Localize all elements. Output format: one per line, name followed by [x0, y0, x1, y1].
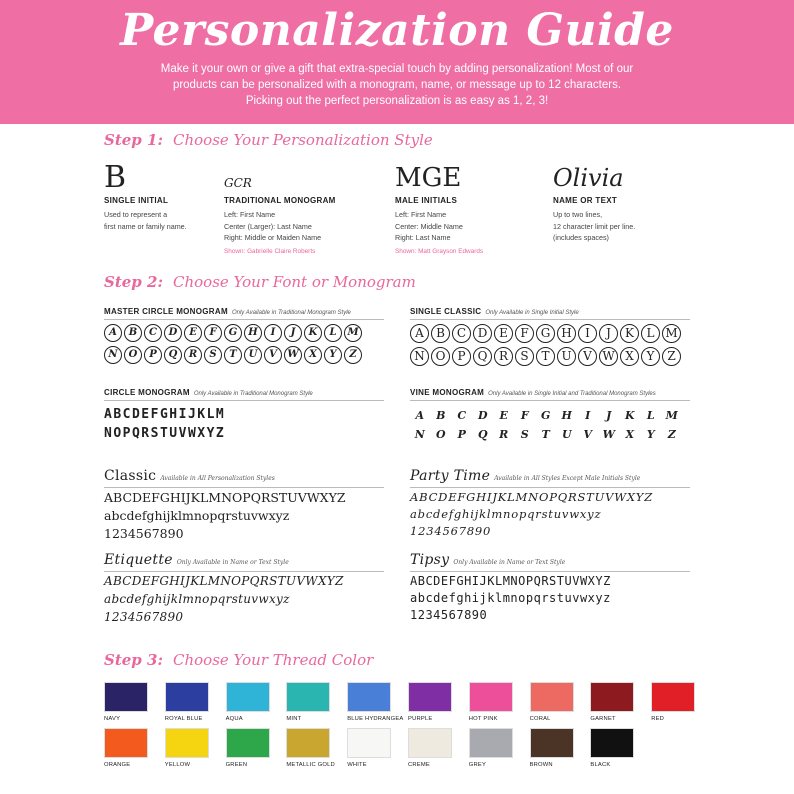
- font-sample-numbers: 1234567890: [410, 608, 488, 622]
- thread-color-label: NAVY: [104, 716, 121, 722]
- font-sample-numbers: 1234567890: [410, 524, 492, 538]
- vine-monogram-letter: L: [646, 409, 655, 422]
- font-availability: Only Available in Traditional Monogram Style: [193, 391, 313, 397]
- font-sample-lowercase: abcdefghijklmnopqrstuvwxyz: [104, 508, 290, 523]
- vine-monogram-letter: K: [624, 409, 635, 422]
- font-sample-uppercase: ABCDEFGHIJKLMNOPQRSTUVWXYZ: [410, 490, 653, 504]
- monogram-sample: GCR: [224, 176, 252, 190]
- font-vine-monogram[interactable]: [410, 388, 690, 441]
- master-circle-letter: B: [124, 324, 142, 342]
- style-name: SINGLE INITIAL: [104, 196, 169, 205]
- font-sample-numbers: 1234567890: [104, 526, 184, 541]
- thread-color-label: MINT: [286, 716, 302, 722]
- vine-monogram-letter: Z: [667, 428, 676, 441]
- single-classic-letter: C: [452, 324, 471, 343]
- master-circle-row-2: [104, 346, 384, 364]
- master-circle-letter: M: [344, 324, 362, 342]
- vine-monogram-letter: W: [602, 428, 615, 441]
- style-shown-example: Shown: Matt Grayson Edwards: [395, 247, 484, 255]
- thread-color-label: CREME: [408, 762, 430, 768]
- thread-swatch[interactable]: [408, 682, 452, 722]
- vine-monogram-letter: Q: [477, 428, 488, 441]
- single-classic-letter: N: [410, 347, 429, 366]
- thread-color-label: ROYAL BLUE: [164, 716, 203, 722]
- style-desc: [395, 209, 555, 244]
- thread-color-label: GREEN: [225, 762, 248, 768]
- style-name: TRADITIONAL MONOGRAM: [224, 196, 336, 205]
- step1-label: Step 1:: [104, 131, 163, 149]
- thread-swatch[interactable]: [104, 682, 148, 722]
- style-desc-line: Center (Larger): Last Name: [224, 221, 312, 231]
- single-classic-letter: U: [557, 347, 576, 366]
- thread-swatch[interactable]: [347, 682, 404, 722]
- font-classic[interactable]: [104, 468, 384, 542]
- thread-swatch[interactable]: [590, 682, 634, 722]
- font-master-circle-monogram[interactable]: [104, 307, 384, 364]
- style-shown-example: Shown: Gabrielle Claire Roberts: [224, 247, 316, 255]
- single-classic-letter: Z: [662, 347, 681, 366]
- vine-monogram-letter: E: [499, 409, 508, 422]
- font-title: [104, 307, 384, 320]
- thread-color-chip: [104, 728, 148, 758]
- single-classic-letter: R: [494, 347, 513, 366]
- style-desc-line: Used to represent a: [104, 210, 168, 219]
- font-name: SINGLE CLASSIC: [410, 307, 482, 316]
- master-circle-row-1: [104, 324, 384, 342]
- thread-color-label: HOT PINK: [468, 716, 498, 722]
- style-traditional-monogram[interactable]: [224, 160, 384, 255]
- font-name: Tipsy: [410, 552, 450, 568]
- master-circle-letter: A: [104, 324, 122, 342]
- font-single-classic[interactable]: [410, 307, 690, 366]
- vine-monogram-letter: M: [665, 409, 678, 422]
- font-sample-lowercase: abcdefghijklmnopqrstuvwxyz: [410, 507, 602, 521]
- single-classic-letter: F: [515, 324, 534, 343]
- thread-color-label: RED: [651, 716, 665, 722]
- vine-monogram-letter: A: [415, 409, 424, 422]
- font-title: [104, 468, 384, 488]
- step3-title: Choose Your Thread Color: [173, 651, 374, 669]
- step2-label: Step 2:: [104, 273, 163, 291]
- font-sample-uppercase: ABCDEFGHIJKLMNOPQRSTUVWXYZ: [104, 490, 346, 505]
- style-desc-line: Left: First Name: [395, 210, 447, 219]
- master-circle-letter: Y: [324, 346, 342, 364]
- thread-color-chip: [590, 682, 634, 712]
- font-availability: Only Available in Name or Text Style: [176, 559, 289, 566]
- thread-color-label: METALLIC GOLD: [286, 762, 335, 768]
- thread-swatch[interactable]: [651, 682, 695, 722]
- style-desc-line: Right: Middle or Maiden Name: [224, 233, 322, 242]
- style-male-initials[interactable]: [395, 160, 555, 255]
- master-circle-letter: I: [264, 324, 282, 342]
- thread-color-chip: [590, 728, 634, 758]
- font-availability: Available in All Styles Except Male Initials Style: [494, 475, 641, 482]
- vine-monogram-letter: T: [541, 428, 550, 441]
- font-sample-uppercase: ABCDEFGHIJKLMNOPQRSTUVWXYZ: [410, 574, 611, 588]
- thread-color-label: BLACK: [590, 762, 611, 768]
- font-etiquette[interactable]: [104, 552, 384, 626]
- vine-monogram-letter: C: [457, 409, 466, 422]
- single-classic-letter: A: [410, 324, 429, 343]
- thread-color-chip: [104, 682, 148, 712]
- thread-swatch[interactable]: [226, 682, 270, 722]
- master-circle-letter: W: [284, 346, 302, 364]
- font-sample-lowercase: abcdefghijklmnopqrstuvwxyz: [104, 592, 290, 606]
- thread-color-chip: [165, 682, 209, 712]
- thread-color-chip: [286, 728, 330, 758]
- vine-monogram-letter: N: [414, 428, 425, 441]
- vine-monogram-letter: S: [520, 428, 529, 441]
- thread-color-label: GARNET: [590, 716, 616, 722]
- step1-heading: [104, 131, 433, 149]
- thread-swatch[interactable]: [226, 728, 270, 768]
- font-name: VINE MONOGRAM: [410, 388, 485, 397]
- step2-heading: [104, 273, 416, 291]
- single-classic-letter: S: [515, 347, 534, 366]
- font-title: [410, 388, 690, 401]
- thread-color-chip: [226, 682, 270, 712]
- font-availability: Only Available in Traditional Monogram Style: [231, 310, 351, 316]
- step2-title: Choose Your Font or Monogram: [173, 273, 416, 291]
- vine-monogram-letter: D: [477, 409, 488, 422]
- thread-color-chip: [408, 728, 452, 758]
- single-classic-letter: B: [431, 324, 450, 343]
- thread-swatch[interactable]: [165, 682, 209, 722]
- vine-monogram-letter: B: [436, 409, 445, 422]
- font-circle-monogram[interactable]: [104, 388, 384, 441]
- font-title: [410, 552, 690, 572]
- style-desc: [553, 209, 713, 244]
- style-desc-line: Center: Middle Name: [395, 221, 463, 231]
- style-desc-line: (includes spaces): [553, 233, 609, 242]
- master-circle-letter: F: [204, 324, 222, 342]
- single-classic-letter: Q: [473, 347, 492, 366]
- style-desc: [224, 209, 384, 244]
- intro-line-3: Picking out the perfect personalization is as easy as 1, 2, 3!: [245, 95, 549, 107]
- single-classic-letter: L: [641, 324, 660, 343]
- thread-color-label: AQUA: [225, 716, 243, 722]
- master-circle-letter: S: [204, 346, 222, 364]
- style-name: MALE INITIALS: [395, 196, 458, 205]
- master-circle-letter: C: [144, 324, 162, 342]
- single-classic-letter: D: [473, 324, 492, 343]
- vine-monogram-letter: Y: [646, 428, 655, 441]
- single-classic-letter: K: [620, 324, 639, 343]
- master-circle-letter: V: [264, 346, 282, 364]
- vine-monogram-letter: G: [541, 409, 550, 422]
- thread-color-label: PURPLE: [408, 716, 433, 722]
- master-circle-letter: L: [324, 324, 342, 342]
- font-title: [410, 468, 690, 488]
- font-sample-lowercase: abcdefghijklmnopqrstuvwxyz: [410, 591, 611, 605]
- vine-monogram-letter: I: [585, 409, 590, 422]
- thread-color-label: BLUE HYDRANGEA: [347, 716, 404, 722]
- style-desc-line: 12 character limit per line.: [553, 221, 636, 231]
- master-circle-letter: T: [224, 346, 242, 364]
- thread-color-chip: [226, 728, 270, 758]
- master-circle-letter: H: [244, 324, 262, 342]
- thread-color-label: CORAL: [529, 716, 551, 722]
- intro-line-1: Make it your own or give a gift that extra-special touch by adding personalization! Most of our: [160, 63, 634, 75]
- font-sample-uppercase: ABCDEFGHIJKLMNOPQRSTUVWXYZ: [104, 574, 344, 588]
- vine-monogram-letter: H: [561, 409, 572, 422]
- master-circle-letter: X: [304, 346, 322, 364]
- page-title: Personalization Guide: [120, 5, 674, 56]
- thread-color-chip: [347, 682, 391, 712]
- master-circle-letter: O: [124, 346, 142, 364]
- thread-swatch[interactable]: [590, 728, 634, 768]
- vine-monogram-letter: J: [606, 409, 611, 422]
- thread-color-chip: [347, 728, 391, 758]
- font-name: CIRCLE MONOGRAM: [104, 388, 190, 397]
- step1-title: Choose Your Personalization Style: [173, 131, 433, 149]
- thread-swatch[interactable]: [408, 728, 452, 768]
- intro-text: [0, 61, 794, 109]
- single-classic-letter: H: [557, 324, 576, 343]
- vine-monogram-letter: U: [561, 428, 572, 441]
- master-circle-letter: D: [164, 324, 182, 342]
- thread-color-chip: [651, 682, 695, 712]
- style-desc-line: Up to two lines,: [553, 210, 603, 219]
- style-desc-line: Right: Last Name: [395, 233, 451, 242]
- thread-swatch[interactable]: [286, 728, 335, 768]
- style-desc-line: Left: First Name: [224, 210, 276, 219]
- master-circle-letter: Z: [344, 346, 362, 364]
- vine-monogram-letter: O: [435, 428, 446, 441]
- header-banner: [0, 0, 794, 124]
- single-classic-letter: W: [599, 347, 618, 366]
- thread-swatch[interactable]: [165, 728, 209, 768]
- circle-monogram-row-2: NOPQRSTUVWXYZ: [104, 426, 226, 441]
- single-classic-letter: O: [431, 347, 450, 366]
- thread-swatch[interactable]: [530, 728, 574, 768]
- single-classic-row-1: [410, 324, 690, 343]
- single-classic-letter: I: [578, 324, 597, 343]
- thread-color-chip: [530, 728, 574, 758]
- step3-label: Step 3:: [104, 651, 163, 669]
- single-classic-letter: V: [578, 347, 597, 366]
- vine-monogram-row-1: [410, 409, 690, 422]
- thread-color-chip: [469, 728, 513, 758]
- vine-monogram-letter: X: [625, 428, 634, 441]
- master-circle-letter: R: [184, 346, 202, 364]
- font-name: Party Time: [410, 468, 491, 484]
- circle-monogram-row-1: ABCDEFGHIJKLM: [104, 407, 226, 422]
- font-availability: Available in All Personalization Styles: [160, 475, 275, 482]
- font-name: Classic: [104, 468, 157, 484]
- single-classic-letter: Y: [641, 347, 660, 366]
- thread-color-label: YELLOW: [164, 762, 191, 768]
- master-circle-letter: G: [224, 324, 242, 342]
- vine-monogram-letter: V: [583, 428, 592, 441]
- font-title: [410, 307, 690, 320]
- master-circle-letter: Q: [164, 346, 182, 364]
- master-circle-letter: P: [144, 346, 162, 364]
- single-classic-letter: J: [599, 324, 618, 343]
- thread-color-chip: [469, 682, 513, 712]
- master-circle-letter: K: [304, 324, 322, 342]
- style-sample: Olivia: [553, 164, 624, 192]
- single-classic-letter: X: [620, 347, 639, 366]
- font-party-time[interactable]: [410, 468, 690, 539]
- thread-swatch[interactable]: [286, 682, 330, 722]
- thread-color-label: ORANGE: [104, 762, 131, 768]
- single-classic-letter: M: [662, 324, 681, 343]
- style-sample: MGE: [395, 163, 462, 193]
- style-sample: [224, 160, 384, 196]
- font-tipsy[interactable]: [410, 552, 690, 623]
- step3-heading: [104, 651, 373, 669]
- thread-color-chip: [530, 682, 574, 712]
- style-name: NAME OR TEXT: [553, 196, 618, 205]
- vine-monogram-letter: R: [499, 428, 508, 441]
- thread-color-label: GREY: [468, 762, 487, 768]
- vine-monogram-row-2: [410, 428, 690, 441]
- master-circle-letter: J: [284, 324, 302, 342]
- single-classic-letter: G: [536, 324, 555, 343]
- thread-color-label: BROWN: [529, 762, 553, 768]
- font-name: Etiquette: [104, 552, 173, 568]
- thread-swatch[interactable]: [104, 728, 148, 768]
- single-classic-letter: E: [494, 324, 513, 343]
- master-circle-letter: N: [104, 346, 122, 364]
- vine-monogram-letter: P: [457, 428, 466, 441]
- master-circle-letter: U: [244, 346, 262, 364]
- thread-color-chip: [165, 728, 209, 758]
- font-title: [104, 552, 384, 572]
- vine-monogram-letter: F: [520, 409, 529, 422]
- single-classic-letter: T: [536, 347, 555, 366]
- font-title: [104, 388, 384, 401]
- thread-color-chip: [408, 682, 452, 712]
- thread-color-label: WHITE: [347, 762, 367, 768]
- font-availability: Only Available in Single Initial Style: [485, 310, 579, 316]
- single-classic-letter: P: [452, 347, 471, 366]
- style-name-or-text[interactable]: [553, 160, 713, 244]
- style-sample: B: [104, 160, 127, 195]
- thread-swatch[interactable]: [530, 682, 574, 722]
- font-sample-numbers: 1234567890: [104, 610, 184, 624]
- thread-swatch[interactable]: [469, 682, 513, 722]
- intro-line-2: products can be personalized with a monogram, name, or message up to 12 characters.: [172, 79, 622, 91]
- font-availability: Only Available in Single Initial and Traditional Monogram Styles: [488, 391, 656, 397]
- single-classic-row-2: [410, 347, 690, 366]
- thread-swatch[interactable]: [347, 728, 391, 768]
- thread-swatch[interactable]: [469, 728, 513, 768]
- thread-color-chip: [286, 682, 330, 712]
- font-availability: Only Available in Name or Text Style: [453, 559, 566, 566]
- master-circle-letter: E: [184, 324, 202, 342]
- style-desc-line: first name or family name.: [104, 221, 187, 231]
- font-name: MASTER CIRCLE MONOGRAM: [104, 307, 228, 316]
